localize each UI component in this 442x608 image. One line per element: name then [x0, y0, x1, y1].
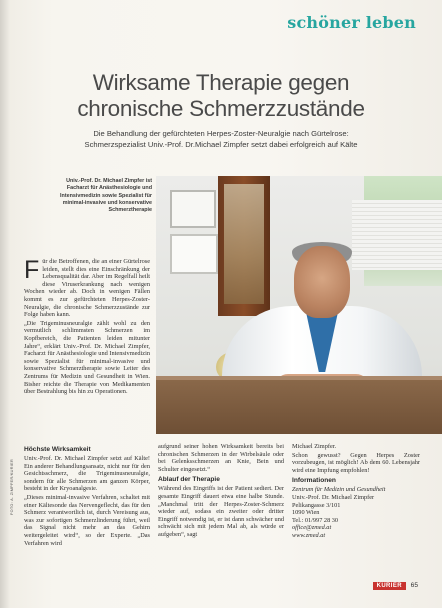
drop-cap: F	[24, 256, 40, 284]
lead-line-2: Schmerzspezialist Univ.-Prof. Dr.Michael Zimpfer setzt dabei erfolgreich auf Kälte	[84, 140, 358, 149]
info-street: Pelikangasse 3/101	[292, 501, 341, 509]
photo-head	[294, 246, 350, 318]
body-paragraph: Univ.-Prof. Dr. Michael Zimpfer setzt auf Kälte! Ein anderer Behandlungsansatz, nicht nur für den Gesichtsschmerz, die Trigeminusneuralgie, sondern für alle Schmerzen am ganzen Körper, besteht in der Kryoanalgesie.	[24, 455, 150, 493]
info-clinic: Zentrum für Medizin und Gesundheit	[292, 486, 386, 494]
page-number: 65	[410, 582, 418, 589]
section-brand: schöner leben	[287, 13, 416, 32]
column-b	[158, 443, 284, 540]
info-doctor: Univ.-Prof. Dr. Michael Zimpfer	[292, 493, 375, 501]
photo-credit: FOTO: A. ZIMPFER/KURIER	[10, 459, 14, 515]
lead-line-1: Die Behandlung der gefürchteten Herpes-Zoster-Neuralgie nach Gürtelrose:	[93, 129, 349, 138]
article-headline	[20, 70, 422, 122]
subhead-informationen: Informationen	[292, 477, 336, 485]
intro-column	[24, 258, 150, 397]
body-paragraph: aufgrund seiner hohen Wirksamkeit bereits bei chronischen Schmerzen in der Wirbelsäule oder bei Gelenksschmerzen an Knie, Bein und Schulter eingesetzt.“	[158, 443, 284, 473]
info-email[interactable]: office@zmed.at	[292, 524, 332, 532]
headline-line-1: Wirksame Therapie gegen	[92, 70, 350, 95]
body-paragraph: Michael Zimpfer.	[292, 443, 337, 450]
photo-wall-frame	[170, 190, 216, 228]
subhead-ablauf: Ablauf der Therapie	[158, 476, 220, 484]
doctor-photo	[156, 176, 442, 434]
article-lead	[20, 128, 422, 150]
headline-line-2: chronische Schmerzzustände	[77, 96, 365, 121]
subhead-wirksamkeit: Höchste Wirksamkeit	[24, 446, 91, 453]
info-city: 1090 Wien	[292, 509, 320, 517]
photo-wall-frame	[170, 234, 218, 274]
info-block	[292, 486, 420, 539]
page-fold-shadow	[0, 0, 10, 608]
body-paragraph: Während des Eingriffs ist der Patient sediert. Der gesamte Eingriff dauert etwa eine halbe Stunde. „Manchmal tritt der Herpes-Zoster-Schmerz wieder auf, sodass ein zweiter oder dritter Eingriff notwendig ist, er ist dann schwächer und schwächt sich mit jedem Mal ab, als würde er aufgeben“, sagt	[158, 485, 284, 538]
body-paragraph: „Dieses minimal-invasive Verfahren, schaltet mit einer Kältesonde das Nervengeflecht, das für den Schmerz verantwortlich ist, durch Vereisung aus, was zur sofortigen Schmerzlinderung führt, weil das Signal nicht mehr an das Gehirn weitergeleitet wird“, so der Experte. „Das Verfahren wird	[24, 493, 150, 547]
intro-paragraph	[24, 258, 150, 319]
column-a	[24, 443, 150, 548]
kurier-logo: KURIER	[373, 582, 406, 590]
photo-desk-edge	[156, 376, 442, 380]
intro-paragraph-text: ür die Betroffenen, die an einer Gürtelrose leiden, stellt dies eine Einschränkung der Lebensqualität dar. Aber im Regelfall heilt diese Viruserkrankung nach wenigen Wochen wieder ab. Doch in wenigen Fällen kommt es zur gefürchteten Herpes-Zoster-Neuralgie, die chronische Schmerzzustände zur Folge haben kann.	[24, 258, 150, 319]
photo-desk	[156, 376, 442, 434]
quote-paragraph: „Die Trigeminusneuralgie zählt wohl zu den vermutlich schlimmsten Schmerzen im Kopfbereich, die Patienten leiden mitunter Jahre“, erklärt Univ.-Prof. Dr. Michael Zimpfer, Facharzt für Anästhesiologie und Intensivmedizin sowie Spezialist für minimal-invasive und konservative Schmerztherapie sowie Leiter des Zentrums für Medizin und Gesundheit in Wien. Bisher reichte die Therapie von Medikamenten über Bestrahlung bis hin zu Operationen.	[24, 319, 150, 396]
info-website[interactable]: www.zmed.at	[292, 531, 326, 539]
column-c	[292, 443, 420, 541]
tip-paragraph: Schon gewusst? Gegen Herpes Zoster vorzubeugen, ist möglich! Ab dem 60. Lebensjahr wird eine Impfung empfohlen!	[292, 451, 420, 474]
info-phone: Tel.: 01/997 28 30	[292, 516, 339, 524]
photo-caption: Univ.-Prof. Dr. Michael Zimpfer ist Facharzt für Anästhesiologie und Intensivmedizin sowie Spezialist für minimal-invasive und konservative Schmerztherapie	[60, 178, 152, 214]
